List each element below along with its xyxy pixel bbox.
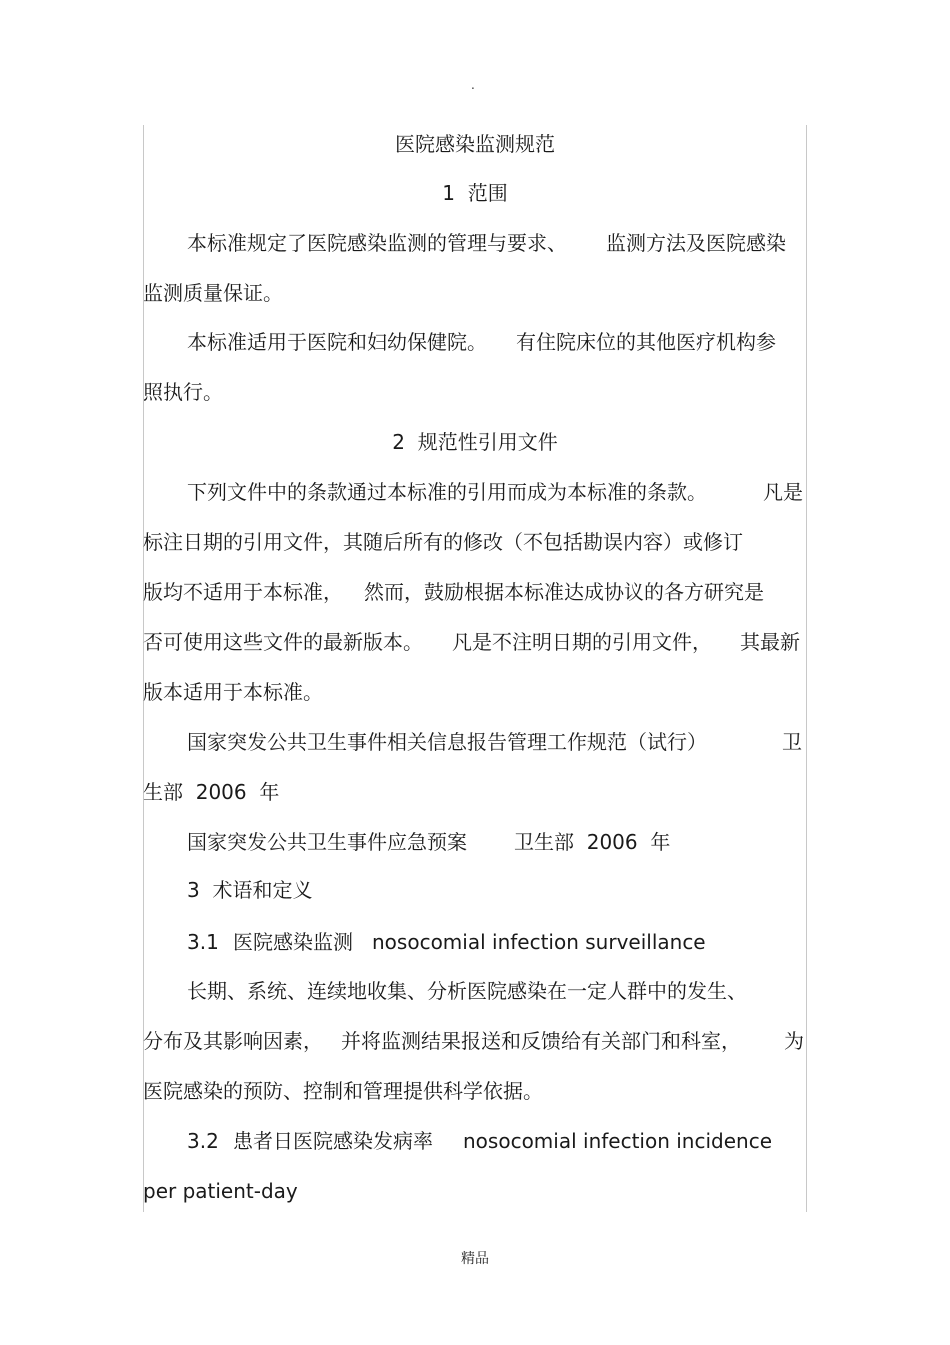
term-3-2-cn: 患者日医院感染发病率 <box>233 1129 433 1153</box>
section-1-heading: 1 范围 <box>442 181 508 205</box>
def-3-1-line1: 长期、系统、连续地收集、分析医院感染在一定人群中的发生、 <box>187 979 747 1003</box>
header-dot: . <box>471 78 475 92</box>
term-3-2-number: 3.2 <box>187 1129 219 1153</box>
sec2-p1-line4a: 否可使用这些文件的最新版本。 <box>143 630 423 654</box>
sec1-p2-line1a: 本标准适用于医院和妇幼保健院。 <box>187 330 487 354</box>
sec2-p1-line1b: 凡是 <box>763 480 803 504</box>
term-3-1-number: 3.1 <box>187 930 219 954</box>
section-3-heading: 3 术语和定义 <box>187 878 313 902</box>
sec2-ref2-b: 卫生部 2006 年 <box>514 830 671 854</box>
sec2-p1-line4c: 其最新 <box>740 630 800 654</box>
sec2-ref2-a: 国家突发公共卫生事件应急预案 <box>187 830 467 854</box>
def-3-1-line2c: 为 <box>784 1029 804 1053</box>
footer-label: 精品 <box>461 1251 489 1267</box>
sec2-p1-line1a: 下列文件中的条款通过本标准的引用而成为本标准的条款。 <box>187 480 707 504</box>
sec2-p1-line3a: 版均不适用于本标准， <box>143 580 343 604</box>
sec1-p1-line1a: 本标准规定了医院感染监测的管理与要求、 <box>187 231 567 255</box>
sec2-p1-line4b: 凡是不注明日期的引用文件， <box>452 630 712 654</box>
sec2-ref1-line1b: 卫 <box>782 730 802 754</box>
sec1-p2-line1b: 有住院床位的其他医疗机构参 <box>516 330 776 354</box>
sec2-ref1-line1a: 国家突发公共卫生事件相关信息报告管理工作规范（试行） <box>187 730 707 754</box>
term-3-1-en: nosocomial infection surveillance <box>372 930 706 954</box>
sec1-p1-line2: 监测质量保证。 <box>143 281 283 305</box>
term-3-1-cn: 医院感染监测 <box>233 930 353 954</box>
def-3-1-line3: 医院感染的预防、控制和管理提供科学依据。 <box>143 1079 543 1103</box>
sec2-p1-line3b: 然而，鼓励根据本标准达成协议的各方研究是 <box>364 580 764 604</box>
def-3-1-line2b: 并将监测结果报送和反馈给有关部门和科室， <box>341 1029 741 1053</box>
term-3-2-en: nosocomial infection incidence <box>463 1129 773 1153</box>
page-border-right <box>806 125 807 1212</box>
document-title: 医院感染监测规范 <box>395 132 555 156</box>
sec1-p2-line2: 照执行。 <box>143 380 223 404</box>
sec1-p1-line1b: 监测方法及医院感染 <box>606 231 786 255</box>
section-2-heading: 2 规范性引用文件 <box>392 430 558 454</box>
sec2-ref1-line2: 生部 2006 年 <box>143 780 280 804</box>
def-3-1-line2a: 分布及其影响因素， <box>143 1029 323 1053</box>
term-3-2-en-cont: per patient-day <box>143 1179 298 1203</box>
sec2-p1-line5: 版本适用于本标准。 <box>143 680 323 704</box>
sec2-p1-line2: 标注日期的引用文件，其随后所有的修改（不包括勘误内容）或修订 <box>143 530 743 554</box>
